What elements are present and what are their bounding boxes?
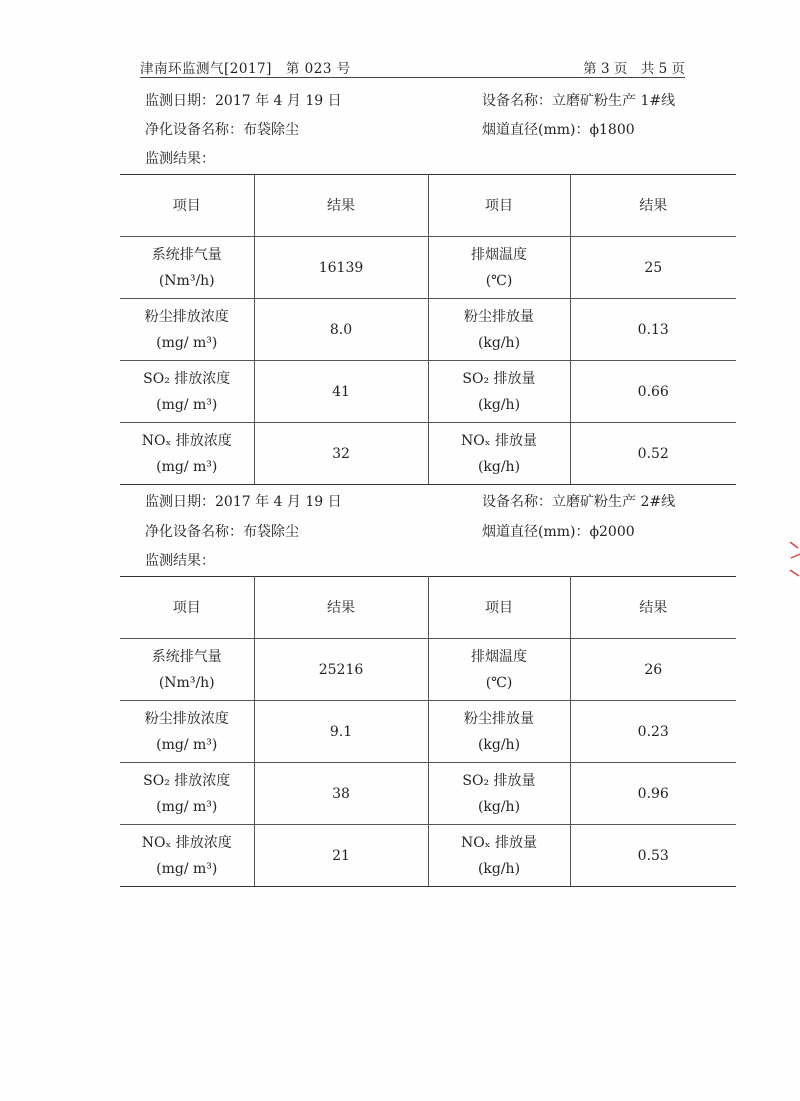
value-cell: 0.52 xyxy=(570,423,736,485)
item-cell xyxy=(428,639,570,701)
item-label: SO₂ 排放浓度 xyxy=(143,370,231,387)
table-row xyxy=(120,763,736,825)
item-label: NOₓ 排放量 xyxy=(460,834,538,851)
table-header-row xyxy=(120,577,736,639)
item-unit: (mg/ m³) xyxy=(156,458,218,475)
column-header: 项目 xyxy=(120,577,254,639)
item-cell xyxy=(120,763,254,825)
item-unit: (mg/ m³) xyxy=(156,860,218,877)
item-unit: (kg/h) xyxy=(477,798,521,815)
purifier-name-1: 净化设备名称：布袋除尘 xyxy=(145,122,299,138)
item-cell xyxy=(428,701,570,763)
item-unit: (mg/ m³) xyxy=(156,334,218,351)
item-label: 粉尘排放量 xyxy=(464,308,534,325)
item-unit: (Nm³/h) xyxy=(158,674,215,691)
column-header: 项目 xyxy=(428,175,570,237)
item-unit: (kg/h) xyxy=(477,334,521,351)
item-cell xyxy=(120,423,254,485)
column-header: 结果 xyxy=(570,577,736,639)
results-title-1: 监测结果： xyxy=(145,151,215,167)
item-unit: (mg/ m³) xyxy=(156,396,218,413)
table-row xyxy=(120,237,736,299)
item-cell xyxy=(120,825,254,887)
value-cell: 16139 xyxy=(254,237,428,299)
item-cell xyxy=(120,701,254,763)
value-cell: 8.0 xyxy=(254,299,428,361)
item-label: 粉尘排放浓度 xyxy=(144,710,229,727)
page-number: 第 3 页 共 5 页 xyxy=(583,61,685,77)
equipment-name-1: 设备名称：立磨矿粉生产 1#线 xyxy=(482,93,676,109)
item-cell xyxy=(428,299,570,361)
value-cell: 38 xyxy=(254,763,428,825)
item-unit: (Nm³/h) xyxy=(158,272,215,289)
column-header: 结果 xyxy=(254,577,428,639)
item-cell xyxy=(120,299,254,361)
results-table-2 xyxy=(120,576,736,887)
column-header: 结果 xyxy=(570,175,736,237)
item-cell xyxy=(428,361,570,423)
purifier-name-2: 净化设备名称：布袋除尘 xyxy=(145,524,299,540)
table-row xyxy=(120,423,736,485)
item-cell xyxy=(428,423,570,485)
item-label: 系统排气量 xyxy=(151,246,222,263)
value-cell: 26 xyxy=(570,639,736,701)
value-cell: 0.96 xyxy=(570,763,736,825)
table-header-row xyxy=(120,175,736,237)
flue-diameter-2: 烟道直径(mm)：ϕ2000 xyxy=(482,524,635,540)
item-label: 粉尘排放量 xyxy=(464,710,534,727)
monitor-date-1: 监测日期：2017 年 4 月 19 日 xyxy=(145,93,342,109)
value-cell: 32 xyxy=(254,423,428,485)
item-label: SO₂ 排放量 xyxy=(462,370,536,387)
value-cell: 21 xyxy=(254,825,428,887)
item-label: NOₓ 排放量 xyxy=(460,432,538,449)
value-cell: 25 xyxy=(570,237,736,299)
item-unit: (kg/h) xyxy=(477,458,521,475)
monitor-date-2: 监测日期：2017 年 4 月 19 日 xyxy=(145,494,342,510)
item-label: NOₓ 排放浓度 xyxy=(141,432,232,449)
report-number: 津南环监测气[2017] 第 023 号 xyxy=(140,61,351,77)
item-cell xyxy=(428,237,570,299)
item-cell xyxy=(428,763,570,825)
table-row xyxy=(120,639,736,701)
item-cell xyxy=(428,825,570,887)
table-row xyxy=(120,361,736,423)
item-label: NOₓ 排放浓度 xyxy=(141,834,232,851)
column-header: 项目 xyxy=(428,577,570,639)
column-header: 项目 xyxy=(120,175,254,237)
item-unit: (kg/h) xyxy=(477,736,521,753)
value-cell: 25216 xyxy=(254,639,428,701)
value-cell: 0.66 xyxy=(570,361,736,423)
table-row xyxy=(120,701,736,763)
item-label: 排烟温度 xyxy=(471,246,527,263)
item-unit: (℃) xyxy=(485,272,513,289)
value-cell: 9.1 xyxy=(254,701,428,763)
item-unit: (kg/h) xyxy=(477,860,521,877)
item-label: 系统排气量 xyxy=(151,648,222,665)
item-label: 排烟温度 xyxy=(471,648,527,665)
item-unit: (mg/ m³) xyxy=(156,736,218,753)
table-row xyxy=(120,299,736,361)
item-unit: (kg/h) xyxy=(477,396,521,413)
equipment-name-2: 设备名称：立磨矿粉生产 2#线 xyxy=(482,494,676,510)
value-cell: 0.13 xyxy=(570,299,736,361)
item-label: SO₂ 排放量 xyxy=(462,772,536,789)
item-cell xyxy=(120,237,254,299)
value-cell: 0.23 xyxy=(570,701,736,763)
results-table-1 xyxy=(120,174,736,485)
item-label: SO₂ 排放浓度 xyxy=(143,772,231,789)
item-cell xyxy=(120,639,254,701)
red-stamp-edge-mark xyxy=(788,540,800,580)
column-header: 结果 xyxy=(254,175,428,237)
item-cell xyxy=(120,361,254,423)
flue-diameter-1: 烟道直径(mm)：ϕ1800 xyxy=(482,122,635,138)
page-header xyxy=(140,55,685,78)
results-title-2: 监测结果： xyxy=(145,553,215,569)
value-cell: 41 xyxy=(254,361,428,423)
table-row xyxy=(120,825,736,887)
item-label: 粉尘排放浓度 xyxy=(144,308,229,325)
value-cell: 0.53 xyxy=(570,825,736,887)
item-unit: (℃) xyxy=(485,674,513,691)
item-unit: (mg/ m³) xyxy=(156,798,218,815)
